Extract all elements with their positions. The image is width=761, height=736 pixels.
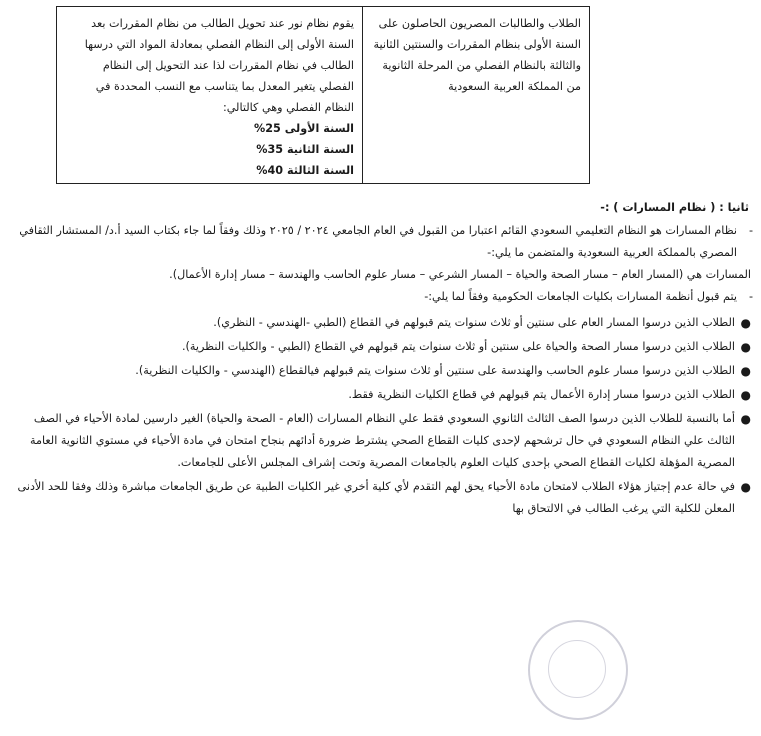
- paragraph-tracks: المسارات هي (المسار العام – مسار الصحة والحياة – المسار الشرعي – مسار علوم الحاسب والهندسة – مسار إدارة الأعمال).: [169, 268, 751, 281]
- paragraph-admission-text: يتم قبول أنظمة المسارات بكليات الجامعات الحكومية وفقاً لما يلي:-: [424, 290, 737, 303]
- bullet-icon: ●: [740, 480, 751, 494]
- bullet-icon: ●: [740, 412, 751, 426]
- bullet-icon: ●: [740, 388, 751, 402]
- criteria-table: [56, 6, 590, 184]
- list-item: [16, 408, 753, 474]
- paragraph-intro: [16, 220, 753, 264]
- bullet-icon: ●: [740, 364, 751, 378]
- dash-marker: -: [748, 224, 753, 237]
- bullet-icon: ●: [740, 316, 751, 330]
- list-item: [16, 476, 753, 520]
- conversion-description: يقوم نظام نور عند تحويل الطالب من نظام المقررات بعد السنة الأولى إلى النظام الفصلي بمعادلة المواد التي درسها الطالب في نظام المقررات لذا عند التحويل إلى النظام الفصلي يتغير المعدل بما يتناسب مع النسب المحددة في النظام الفصلي وهي كالتالي:: [84, 17, 354, 114]
- table-cell-conversion: [57, 7, 362, 183]
- students-description: الطلاب والطالبات المصريون الحاصلون على السنة الأولى بنظام المقررات والسنتين الثانية والثالثة بالنظام الفصلي من المرحلة الثانوية من المملكة العربية السعودية: [373, 17, 581, 93]
- list-item-text: الطلاب الذين درسوا مسار علوم الحاسب والهندسة على سنتين أو ثلاث سنوات يتم قبولهم فيالقطاع (الهندسي - والكليات النظرية).: [135, 364, 735, 377]
- dash-marker: -: [748, 290, 753, 303]
- section-body: [16, 196, 753, 520]
- year-weight-1: السنة الأولى 25%: [254, 122, 354, 135]
- year-weight-2: السنة الثانية 35%: [256, 143, 354, 156]
- list-item: [16, 336, 753, 358]
- list-item-text: أما بالنسبة للطلاب الذين درسوا الصف الثالث الثانوي السعودي فقط علي النظام المسارات (العام - الصحة والحياة) الغير دارسين لمادة الأحياء في الصف الثالث علي النظام السعودي في حال ترشحهم لإحدى كليات القطاع الصحي يشترط ضرورة أدائهم بنجاح امتحان في مادة الأحياء في مستوي الثانوية العامة المصرية المؤهلة لكليات القطاع الصحي بإحدى كليات العلوم بالجامعات المصرية وتحت إشراف المجلس الأعلى للجامعات.: [30, 412, 735, 469]
- official-stamp-icon: [528, 620, 628, 720]
- list-item: [16, 384, 753, 406]
- table-cell-students: [362, 7, 589, 183]
- list-item-text: الطلاب الذين درسوا مسار الصحة والحياة على سنتين أو ثلاث سنوات يتم قبولهم في القطاع (الطبي - والكليات النظرية).: [181, 340, 735, 353]
- year-weight-3: السنة الثالثة 40%: [256, 164, 354, 177]
- list-item-text: الطلاب الذين درسوا مسار إدارة الأعمال يتم قبولهم في قطاع الكليات النظرية فقط.: [348, 388, 735, 401]
- list-item: [16, 360, 753, 382]
- list-item-text: الطلاب الذين درسوا المسار العام على سنتين أو ثلاث سنوات يتم قبولهم في القطاع (الطبي -الهندسي - النظري).: [213, 316, 735, 329]
- paragraph-admission: [16, 286, 753, 308]
- bullet-icon: ●: [740, 340, 751, 354]
- paragraph-intro-text: نظام المسارات هو النظام التعليمي السعودي القائم اعتبارا من القبول في العام الجامعي ٢٠٢٤ / ٢٠٢٥ وذلك وفقاً لما جاء بكتاب السيد أ.د/ المستشار الثقافي المصري بالمملكة العربية السعودية والمتضمن ما يلي:-: [19, 224, 737, 259]
- list-item-text: في حالة عدم إجتياز هؤلاء الطلاب لامتحان مادة الأحياء يحق لهم التقدم لأي كلية أخري غير الكليات الطبية عن طريق الجامعات مباشرة وذلك وفقا للحد الأدنى المعلن للكلية التي يرغب الطالب في الالتحاق بها: [17, 480, 735, 515]
- list-item: [16, 312, 753, 334]
- section-heading: ثانيا : ( نظام المسارات ) :-: [600, 201, 749, 214]
